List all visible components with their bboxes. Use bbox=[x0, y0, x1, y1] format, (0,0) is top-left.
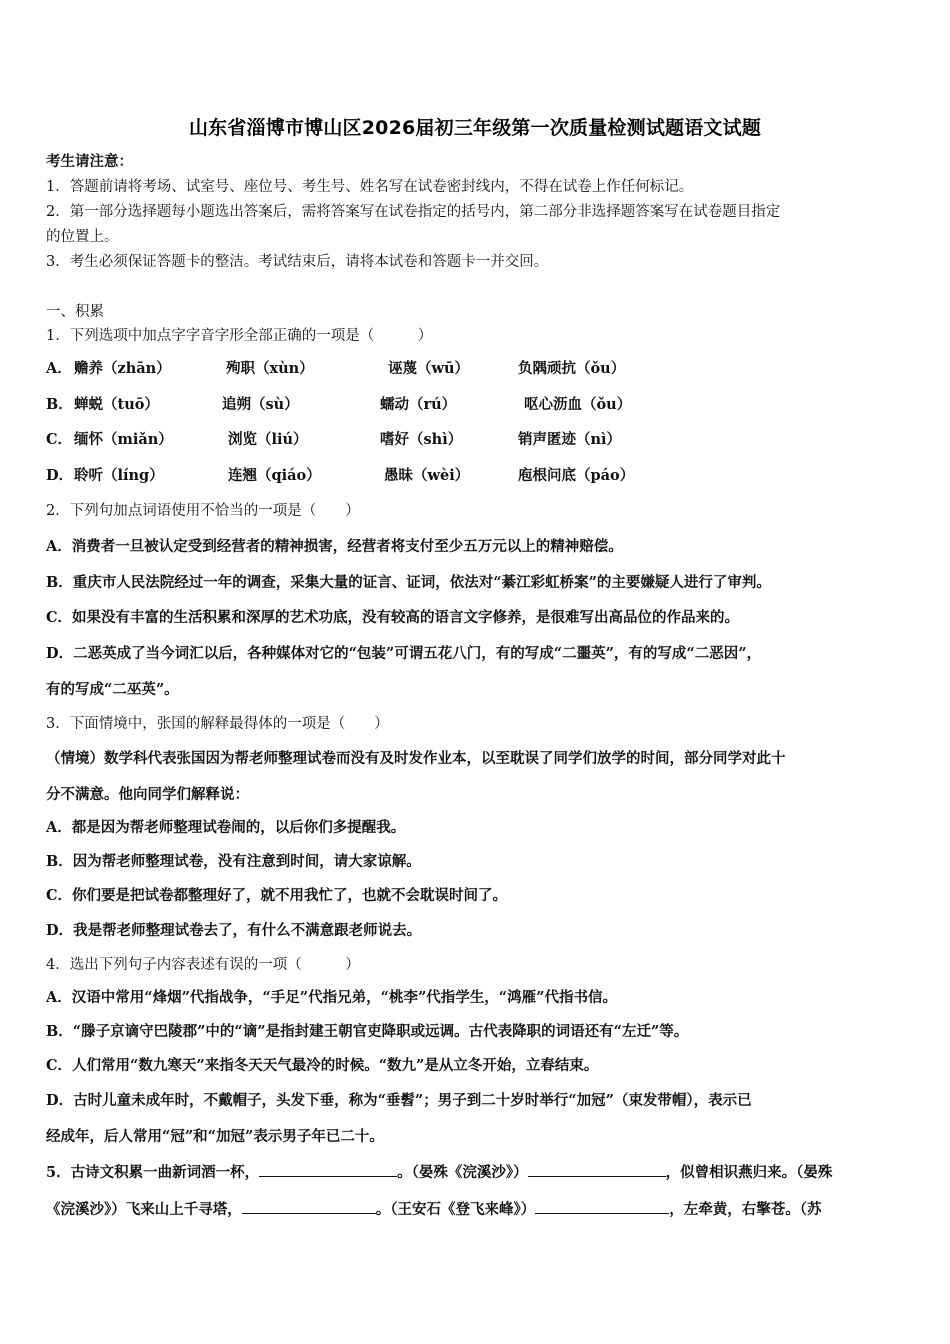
q3-context: （情境）数学科代表张国因为帮老师整理试卷而没有及时发作业本，以至耽误了同学们放学的时间，部分同学对此十 bbox=[46, 750, 786, 767]
option-item: 庖根问底（páo） bbox=[518, 467, 635, 484]
option-item: 殉职（xùn） bbox=[226, 360, 314, 377]
notice-heading: 考生请注意： bbox=[46, 153, 133, 170]
q5-text: 。（王安石《登飞来峰》） bbox=[375, 1201, 536, 1218]
option-item: 愚昧（wèi） bbox=[384, 467, 470, 484]
q3-stem: 3．下面情境中，张国的解释最得体的一项是（ ） bbox=[46, 716, 389, 732]
option-item: 嗜好（shì） bbox=[380, 431, 463, 448]
q5-text: ，似曾相识燕归来。（晏殊 bbox=[665, 1164, 833, 1181]
page-title: 山东省淄博市博山区2026届初三年级第一次质量检测试题语文试题 bbox=[188, 117, 762, 139]
section-heading: 一、积累 bbox=[46, 304, 104, 320]
answer-blank[interactable] bbox=[535, 1199, 669, 1214]
q2-option-b: B．重庆市人民法院经过一年的调查，采集大量的证言、证词，依法对“綦江彩虹桥案”的主要嫌疑人进行了审判。 bbox=[46, 574, 771, 591]
q4-option-a: A．汉语中常用“烽烟”代指战争，“手足”代指兄弟，“桃李”代指学生，“鸿雁”代指书信。 bbox=[46, 989, 617, 1006]
option-label: A． bbox=[46, 360, 72, 377]
answer-blank[interactable] bbox=[259, 1162, 397, 1177]
q4-option-d-cont: 经成年，后人常用“冠”和“加冠”表示男子年已二十。 bbox=[46, 1128, 384, 1145]
q2-option-a: A．消费者一旦被认定受到经营者的精神损害，经营者将支付至少五万元以上的精神赔偿。 bbox=[46, 538, 623, 555]
q2-option-d-cont: 有的写成“二巫英”。 bbox=[46, 681, 179, 698]
option-item: 缅怀（miǎn） bbox=[74, 431, 173, 448]
option-label: B． bbox=[46, 396, 73, 413]
option-item: 赡养（zhān） bbox=[74, 360, 171, 377]
notice-item: 2．第一部分选择题每小题选出答案后，需将答案写在试卷指定的括号内，第二部分非选择题答案写在试卷题目指定 bbox=[46, 204, 781, 220]
q4-option-b: B．“滕子京谪守巴陵郡”中的“谪”是指封建王朝官吏降职或远调。古代表降职的词语还有“左迁”等。 bbox=[46, 1023, 689, 1040]
q3-option-d: D．我是帮老师整理试卷去了，有什么不满意跟老师说去。 bbox=[46, 922, 422, 939]
q3-option-c: C．你们要是把试卷都整理好了，就不用我忙了，也就不会耽误时间了。 bbox=[46, 887, 508, 904]
option-item: 呕心沥血（ǒu） bbox=[524, 396, 632, 413]
q4-option-d: D．古时儿童未成年时，不戴帽子，头发下垂，称为“垂髫”；男子到二十岁时举行“加冠”（束发带帽），表示已 bbox=[46, 1092, 752, 1109]
q5-text: 5．古诗文积累一曲新词酒一杯， bbox=[46, 1164, 260, 1181]
option-label: D． bbox=[46, 467, 74, 484]
notice-item: 1．答题前请将考场、试室号、座位号、考生号、姓名写在试卷密封线内，不得在试卷上作任何标记。 bbox=[46, 179, 694, 195]
option-item: 聆听（líng） bbox=[74, 467, 164, 484]
option-item: 负隅顽抗（ǒu） bbox=[518, 360, 626, 377]
option-item: 追朔（sù） bbox=[222, 396, 299, 413]
option-item: 蝉蜕（tuō） bbox=[74, 396, 159, 413]
answer-blank[interactable] bbox=[528, 1162, 666, 1177]
q5-text: ，左牵黄，右擎苍。（苏 bbox=[669, 1201, 822, 1218]
q2-stem: 2．下列句加点词语使用不恰当的一项是（ ） bbox=[46, 503, 360, 519]
answer-blank[interactable] bbox=[242, 1199, 376, 1214]
q3-option-a: A．都是因为帮老师整理试卷闹的，以后你们多提醒我。 bbox=[46, 819, 406, 836]
option-item: 浏览（liú） bbox=[228, 431, 308, 448]
q5-text: 《浣溪沙》）飞来山上千寻塔， bbox=[46, 1201, 242, 1218]
q5-line-2 bbox=[46, 1199, 910, 1220]
notice-item: 的位置上。 bbox=[46, 229, 119, 245]
notice-item: 3．考生必须保证答题卡的整洁。考试结束后，请将本试卷和答题卡一并交回。 bbox=[46, 254, 549, 270]
q3-context-cont: 分不满意。他向同学们解释说： bbox=[46, 786, 249, 803]
q1-stem: 1．下列选项中加点字字音字形全部正确的一项是（ ） bbox=[46, 328, 433, 344]
option-item: 连翘（qiáo） bbox=[228, 467, 321, 484]
q3-option-b: B．因为帮老师整理试卷，没有注意到时间，请大家谅解。 bbox=[46, 853, 421, 870]
q2-option-d: D．二恶英成了当今词汇以后，各种媒体对它的“包装”可谓五花八门，有的写成“二噩英”，有的写成“二恶因”， bbox=[46, 645, 762, 662]
q5-line-1 bbox=[46, 1162, 910, 1183]
option-item: 蠕动（rú） bbox=[380, 396, 457, 413]
q4-option-c: C．人们常用“数九寒天”来指冬天天气最冷的时候。“数九”是从立冬开始，立春结束。 bbox=[46, 1057, 599, 1074]
q5-text: 。（晏殊《浣溪沙》） bbox=[397, 1164, 528, 1181]
option-item: 销声匿迹（nì） bbox=[518, 431, 622, 448]
option-label: C． bbox=[46, 431, 73, 448]
option-item: 诬蔑（wū） bbox=[388, 360, 470, 377]
q2-option-c: C．如果没有丰富的生活积累和深厚的艺术功底，没有较高的语言文字修养，是很难写出高品位的作品来的。 bbox=[46, 609, 740, 626]
q4-stem: 4．选出下列句子内容表述有误的一项（ ） bbox=[46, 957, 360, 973]
